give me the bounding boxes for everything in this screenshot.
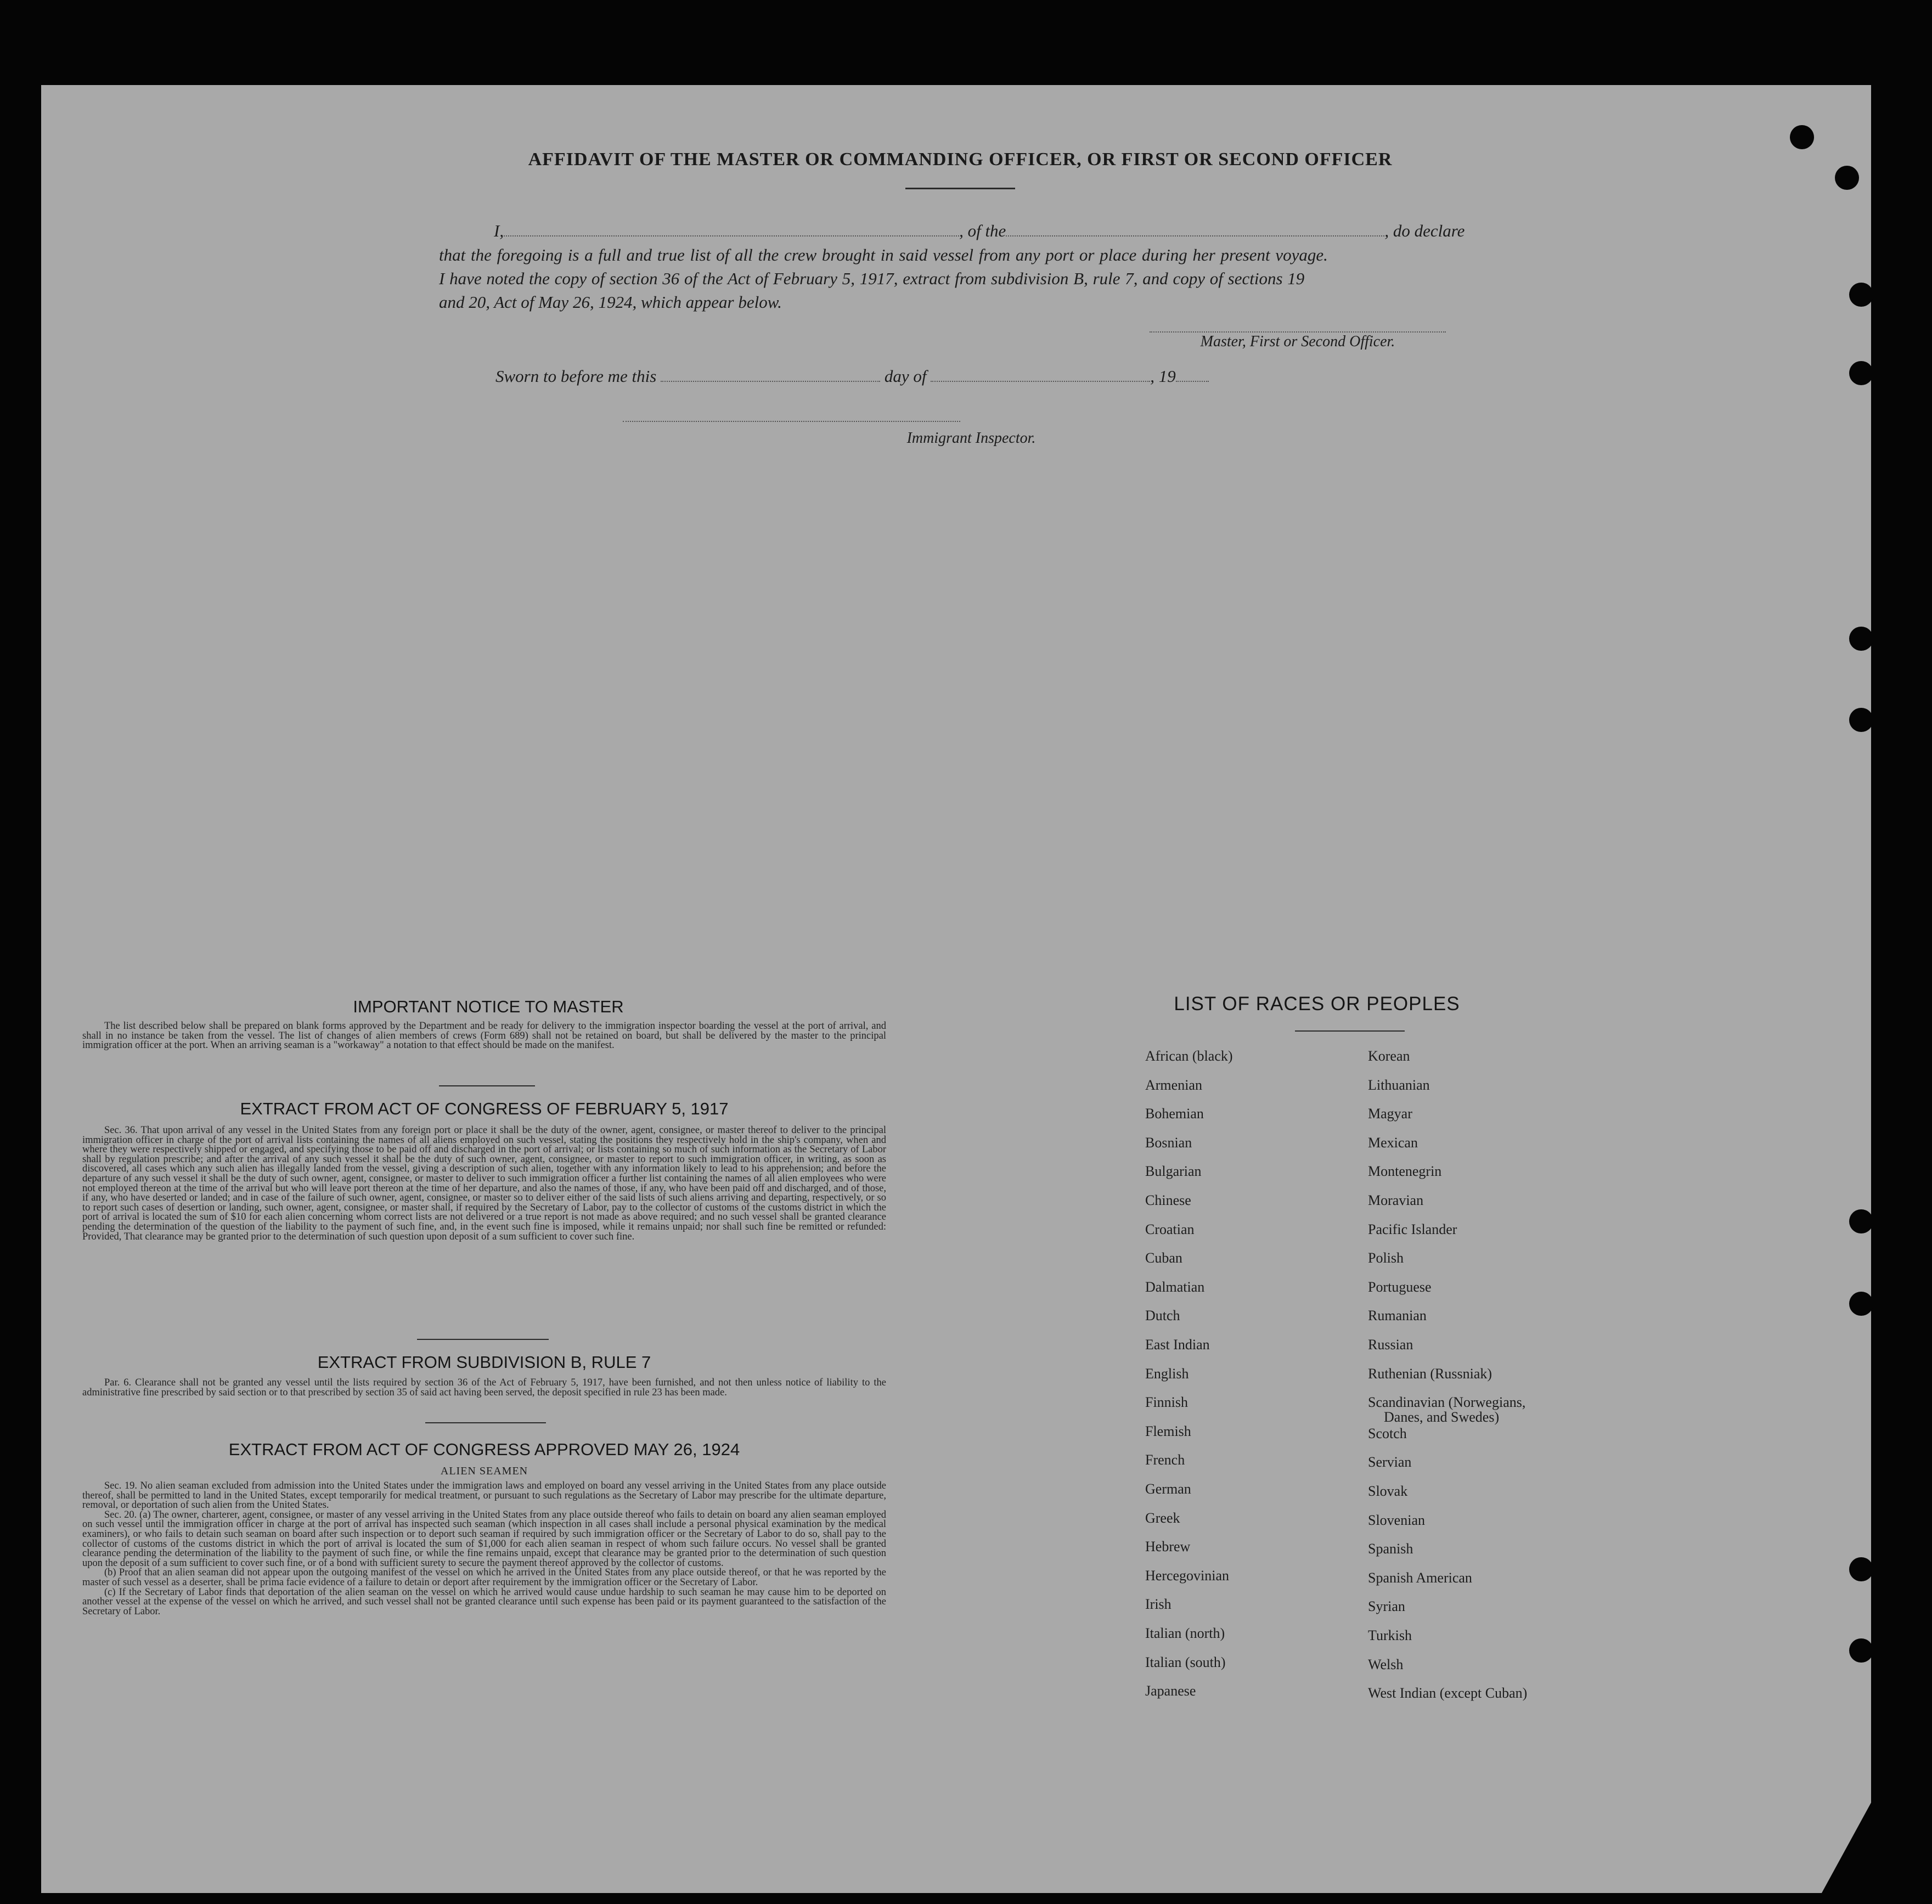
title-rule (905, 188, 1015, 189)
punch-hole (1849, 627, 1873, 651)
month-blank[interactable] (931, 368, 1150, 382)
affidavit-title: AFFIDAVIT OF THE MASTER OR COMMANDING OFFICER, OR FIRST OR SECOND OFFICER (528, 149, 1393, 170)
race-item: Korean (1368, 1048, 1410, 1064)
race-item: Bulgarian (1145, 1163, 1202, 1180)
extract-1917-text: Sec. 36. That upon arrival of any vessel in the United States from any foreign port or place it shall be the duty of the owner, agent, consignee, or master thereof to deliver to the principal immigration officer in charge of the port of arrival lists containing the names of all aliens employed on such vessel, stating the positions they respectively hold in the ship's company, when and where they were respectively shipped or engaged, and specifying those to be paid off and discharged in the port of arrival; or lists containing so much of such information as the Secretary of Labor shall by regulation prescribe; and after the arrival of any such vessel it shall be the duty of such owner, agent, consignee, or master to report to such immigration officer, in writing, as soon as discovered, all cases which any such alien has illegally landed from the vessel, giving a description of such alien, together with any information likely to lead to his apprehension; and before the departure of any such vessel it shall be the duty of such owner, agent, consignee, or master to deliver to such immigration officer a further list containing the names of all alien employees who were not employed thereon at the time of the arrival but who will leave port thereon at the time of her departure, and also the names of those, if any, who have been paid off and discharged, and of those, if any, who have deserted or landed; and in case of the failure of such owner, agent, consignee, or master so to deliver either of the said lists of such aliens arriving and departing, respectively, or so to report such cases of desertion or landing, such owner, agent, consignee, or master shall, if required by the Secretary of Labor, pay to the collector of customs of the customs district in which the port of arrival is located the sum of $10 for each alien concerning whom correct lists are not delivered or a true report is not made as above required; and no such vessel shall be granted clearance pending the determination of the question of the liability to the payment of such fine, and, in the event such fine is imposed, while it remains unpaid; nor shall such fine be remitted or refunded: Provided, That clearance may be granted prior to the determination of such question upon deposit of a sum sufficient to cover such fine. (82, 1125, 886, 1242)
race-item: Bohemian (1145, 1106, 1204, 1122)
race-item: Italian (north) (1145, 1625, 1225, 1641)
extract-1924-title: EXTRACT FROM ACT OF CONGRESS APPROVED MAY 26, 1924 (228, 1440, 740, 1459)
race-item: Hercegovinian (1145, 1567, 1230, 1584)
year-blank[interactable] (1176, 368, 1209, 382)
race-item: Pacific Islander (1368, 1221, 1457, 1237)
race-item: Bosnian (1145, 1134, 1192, 1151)
race-item: Ruthenian (Russniak) (1368, 1365, 1492, 1382)
race-item: Greek (1145, 1509, 1180, 1526)
race-item: Russian (1368, 1337, 1413, 1353)
race-item: Scotch (1368, 1425, 1407, 1441)
extract-1924-subtitle: ALIEN SEAMEN (440, 1465, 528, 1477)
affidavit-line-1: I, , of the , do declare (494, 221, 1465, 240)
race-item: Moravian (1368, 1192, 1424, 1208)
punch-hole (1849, 1292, 1873, 1316)
race-item: Syrian (1368, 1598, 1405, 1615)
rule7-text: Par. 6. Clearance shall not be granted any vessel until the lists required by section 36 of the Act of February 5, 1917, have been furnished, and not then unless notice of liability to the administrative fine prescribed by said section or to that prescribed by section 35 of said act having been served, the deposit specified in rule 23 has been made. (82, 1377, 886, 1398)
master-signature-blank[interactable] (1150, 318, 1446, 333)
inspector-signature-blank[interactable] (623, 408, 960, 422)
race-item: Spanish (1368, 1541, 1413, 1557)
races-title: LIST OF RACES OR PEOPLES (1174, 993, 1460, 1015)
affidavit-line-4: and 20, Act of May 26, 1924, which appear below. (439, 292, 782, 312)
race-item: Spanish American (1368, 1569, 1472, 1586)
race-item: Montenegrin (1368, 1163, 1442, 1180)
punch-hole (1849, 361, 1873, 385)
race-item: Turkish (1368, 1627, 1412, 1643)
race-item: Danes, and Swedes) (1384, 1409, 1500, 1425)
notice-title: IMPORTANT NOTICE TO MASTER (353, 997, 624, 1016)
race-item: Rumanian (1368, 1308, 1427, 1324)
race-item: English (1145, 1365, 1189, 1382)
race-item: Irish (1145, 1596, 1171, 1613)
divider (425, 1422, 546, 1423)
rule7-title: EXTRACT FROM SUBDIVISION B, RULE 7 (317, 1353, 651, 1372)
race-item: Slovenian (1368, 1512, 1425, 1528)
race-item: Magyar (1368, 1106, 1412, 1122)
race-item: Chinese (1145, 1192, 1191, 1208)
race-item: Japanese (1145, 1683, 1196, 1699)
affidavit-line-3: I have noted the copy of section 36 of the Act of February 5, 1917, extract from subdivision B, rule 7, and copy of sections 19 (439, 269, 1305, 288)
race-item: Mexican (1368, 1134, 1418, 1151)
name-blank[interactable] (504, 222, 959, 236)
inspector-signature-label: Immigrant Inspector. (906, 430, 1036, 447)
punch-hole (1849, 708, 1873, 732)
race-item: Finnish (1145, 1394, 1189, 1411)
notice-text: The list described below shall be prepared on blank forms approved by the Department and be ready for delivery to the immigration inspector boarding the vessel at the port of arrival, and shall in no instance be taken from the vessel. The list of changes of alien members of crews (Form 689) shall not be retained on board, but shall be delivered by the master to the principal immigration officer at the port. When an arriving seaman is a "workaway" a notation to that effect should be made on the manifest. (82, 1021, 886, 1051)
punch-hole (1790, 125, 1814, 149)
race-item: African (black) (1145, 1048, 1233, 1064)
day-blank[interactable] (661, 368, 880, 382)
race-item: Portuguese (1368, 1278, 1432, 1295)
punch-hole (1849, 1638, 1873, 1663)
extract-1917-title: EXTRACT FROM ACT OF CONGRESS OF FEBRUARY 5, 1917 (240, 1099, 729, 1118)
race-item: French (1145, 1452, 1185, 1468)
affidavit-line-2: that the foregoing is a full and true list of all the crew brought in said vessel from any port or place during her present voyage. (439, 245, 1328, 264)
race-item: Cuban (1145, 1250, 1182, 1266)
race-item: Dutch (1145, 1308, 1180, 1324)
race-item: West Indian (except Cuban) (1368, 1685, 1528, 1702)
punch-hole (1835, 166, 1859, 190)
divider (439, 1085, 535, 1086)
race-item: East Indian (1145, 1337, 1210, 1353)
sworn-line: Sworn to before me this day of , 19 (495, 367, 1209, 386)
master-signature-label: Master, First or Second Officer. (1200, 333, 1395, 350)
punch-hole (1849, 1209, 1873, 1233)
race-item: Polish (1368, 1250, 1404, 1266)
vessel-blank[interactable] (1006, 222, 1384, 236)
race-item: Welsh (1368, 1656, 1404, 1672)
extract-1924-text: Sec. 19. No alien seaman excluded from admission into the United States under the immigration laws and employed on board any vessel arriving in the United States from any place outside thereof, shall be permitted to land in the United States, except temporarily for medical treatment, or pursuant to such regulations as the Secretary of Labor may prescribe for the ultimate departure, removal, or deportation of such alien from the United States. Sec. 20. (a) The owner, charterer, agent, consignee, or master of any vessel arriving in the United States from any place outside thereof who fails to detain on board any alien seaman employed on such vessel until the immigration officer in charge at the port of arrival has inspected such seaman (which inspection in all cases shall include a personal physical examination by the medical examiners), or who fails to detain such seaman on board after such inspection or to deport such seaman if required by such immigration officer or the Secretary of Labor to do so, shall pay to the collector of customs of the customs district in which the port of arrival is located the sum of $1,000 for each alien seaman in respect of whom such failure occurs. No vessel shall be granted clearance pending the determination of the liability to the payment of such fine, or while the fine remains unpaid, except that clearance may be granted prior to the determination of such question upon the deposit of a sum sufficient to cover such fine, or of a bond with sufficient surety to secure the payment thereof approved by the collector of customs. (b) Proof that an alien seaman did not appear upon the outgoing manifest of the vessel on which he arrived in the United States from any place outside thereof, or that he was reported by the master of such vessel as a deserter, shall be prima facie evidence of a failure to detain or deport after requirement by the immigration officer or the Secretary of Labor. (c) If the Secretary of Labor finds that deportation of the alien seaman on the vessel on which he arrived would cause undue hardship to such seaman he may cause him to be deported on another vessel at the expense of the vessel on which he arrived, and such vessel shall not be granted clearance until such expense has been paid or its payment guaranteed to the satisfaction of the Secretary of Labor. (82, 1480, 886, 1617)
races-title-rule (1295, 1030, 1405, 1032)
race-item: German (1145, 1481, 1191, 1497)
race-item: Dalmatian (1145, 1278, 1205, 1295)
race-item: Servian (1368, 1454, 1412, 1471)
document-page (41, 85, 1871, 1893)
divider (417, 1339, 549, 1340)
race-item: Armenian (1145, 1077, 1202, 1093)
race-item: Lithuanian (1368, 1077, 1430, 1093)
race-item: Slovak (1368, 1483, 1408, 1499)
race-item: Hebrew (1145, 1539, 1191, 1555)
race-item: Flemish (1145, 1423, 1191, 1439)
punch-hole (1849, 1557, 1873, 1581)
punch-hole (1849, 283, 1873, 307)
race-item: Scandinavian (Norwegians, (1368, 1394, 1526, 1411)
race-item: Italian (south) (1145, 1654, 1226, 1670)
race-item: Croatian (1145, 1221, 1195, 1237)
